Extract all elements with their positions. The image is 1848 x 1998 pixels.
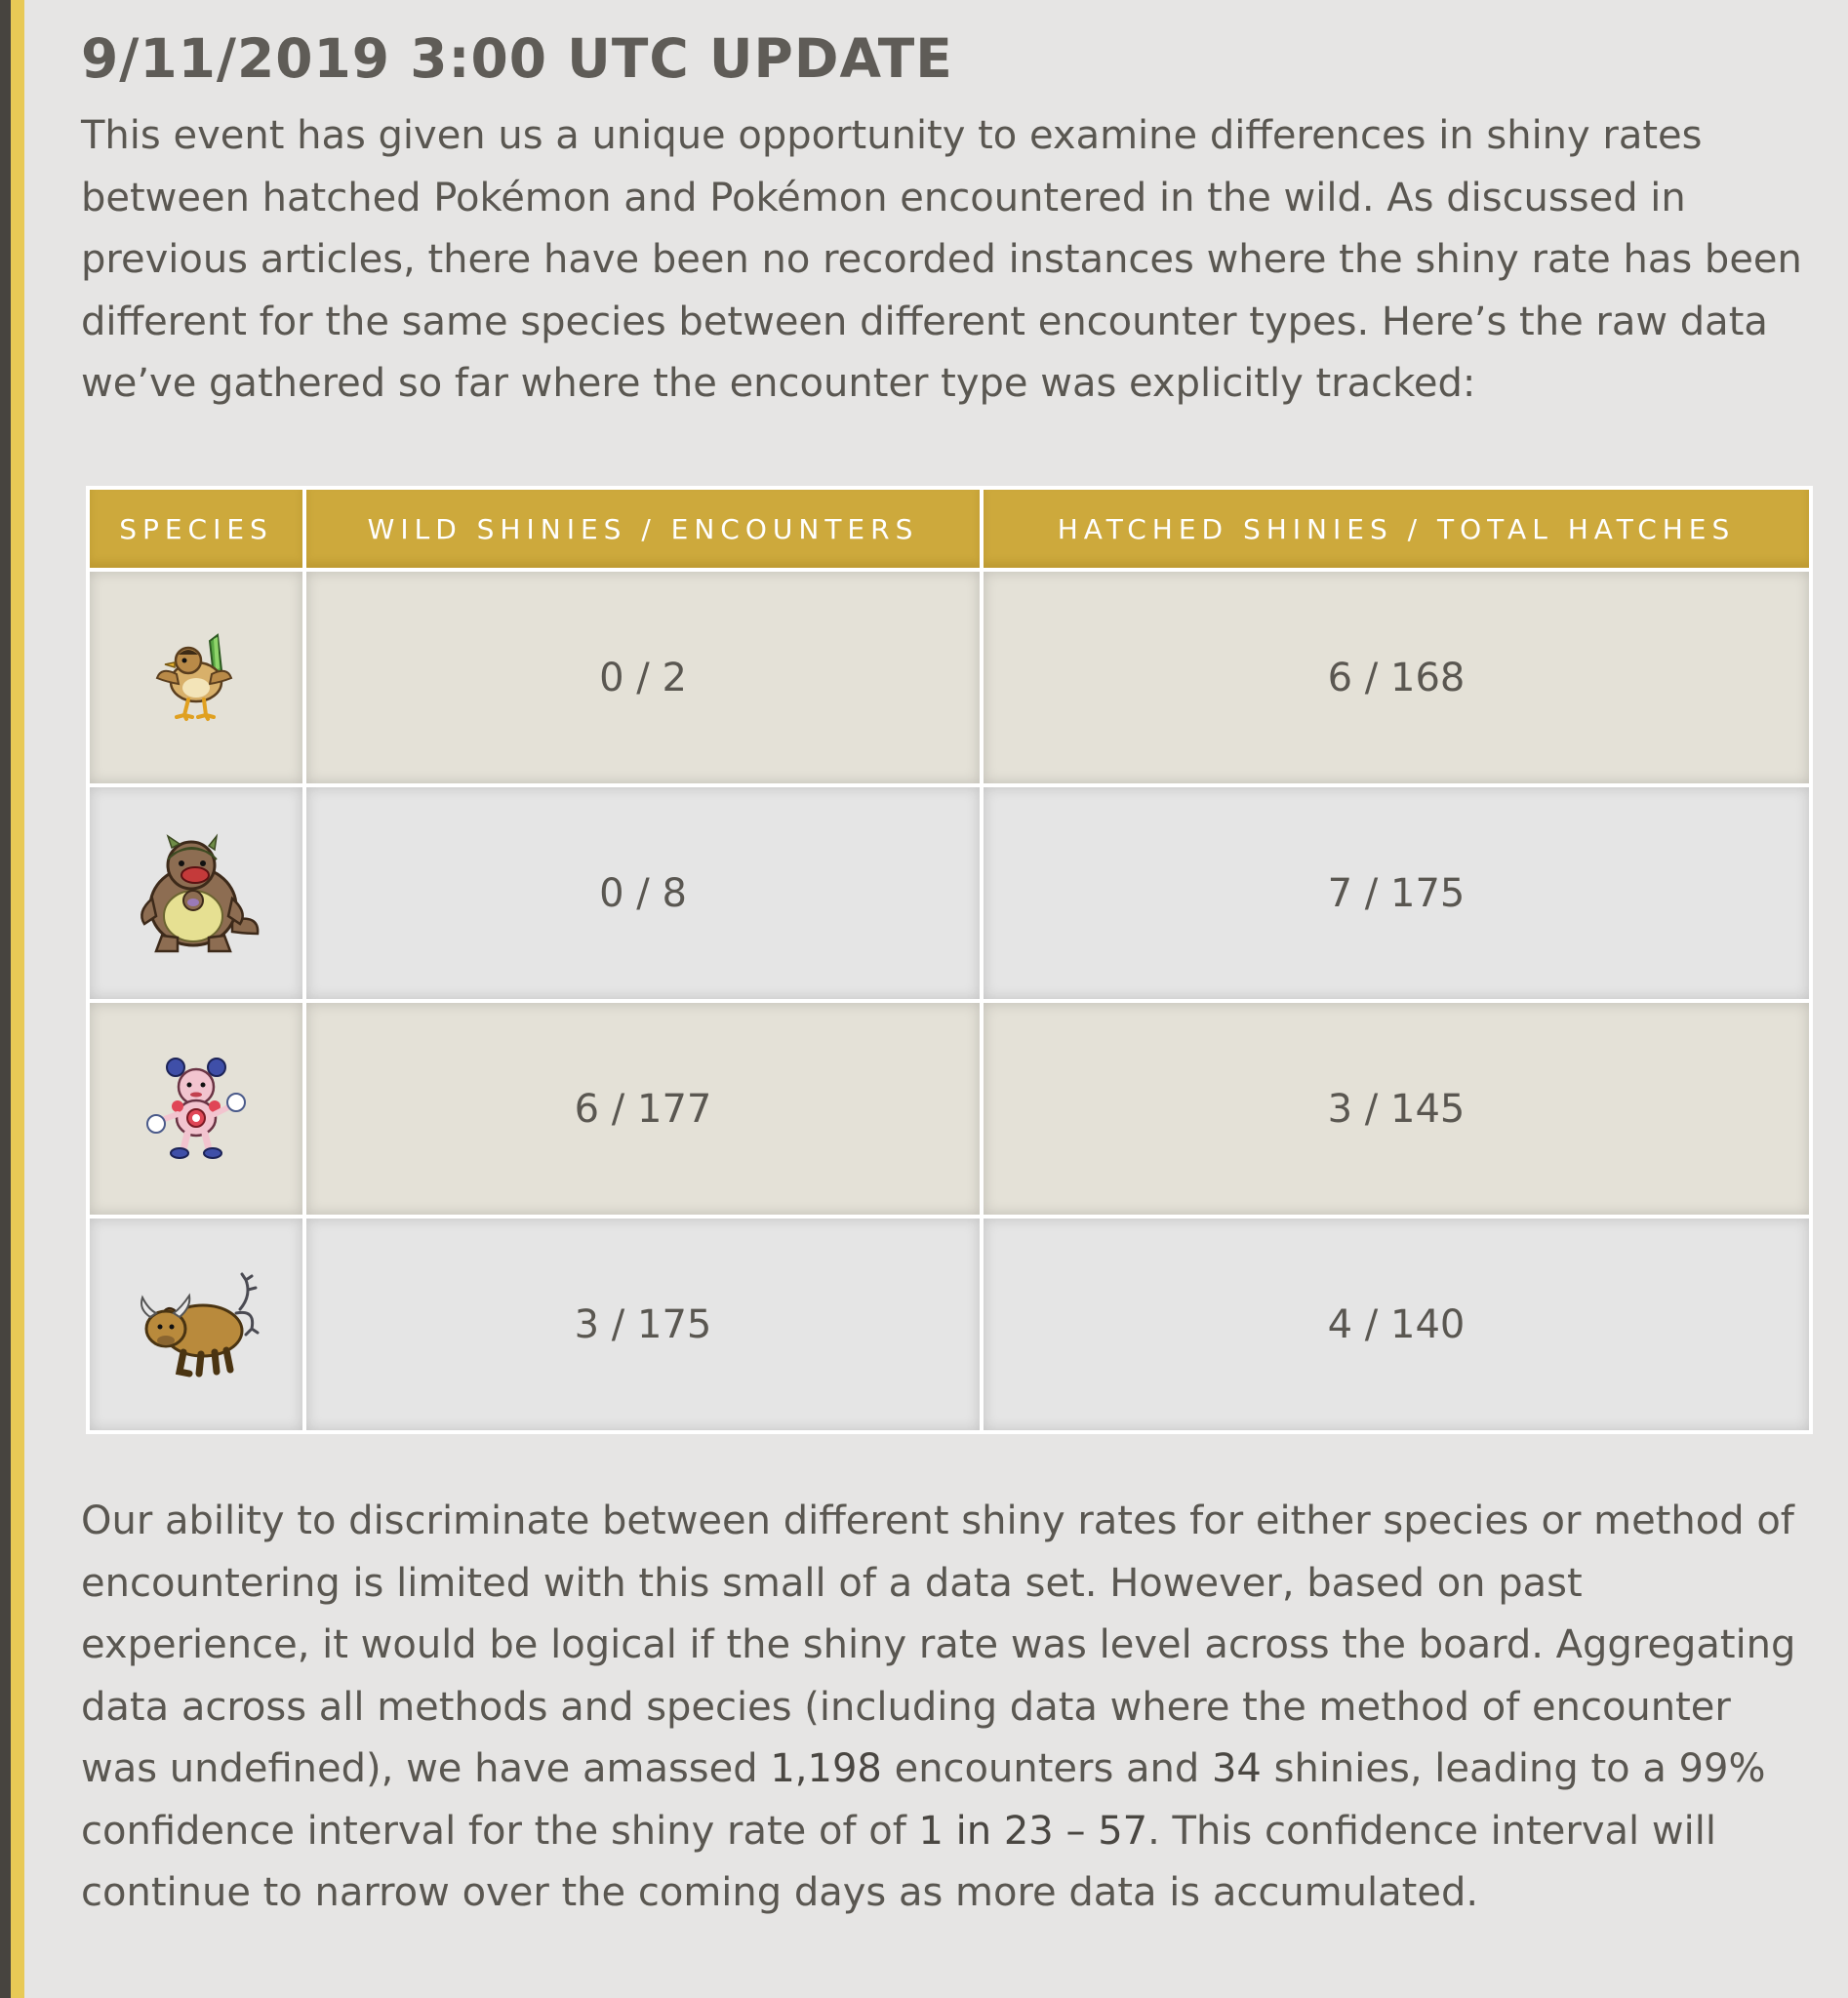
wild-cell: 0 / 2 [306,572,980,783]
table-row [90,572,1809,783]
shiny-data-table [86,486,1813,1434]
header-wild: WILD SHINIES / ENCOUNTERS [306,490,980,568]
wild-cell: 6 / 177 [306,1003,980,1215]
table-row [90,787,1809,999]
left-border-dark [0,0,11,1998]
table-header-row [90,490,1809,568]
table-row [90,1003,1809,1215]
intro-paragraph: This event has given us a unique opportunity to examine differences in shiny rates between hatched Pokémon and Pokémon encountered in the wild. As discussed in previous articles, there have been no recorded instances where the shiny rate has been different for the same species between different encounter types. Here’s the raw data we’ve gathered so far where the encounter type was explicitly tracked: [81,113,1802,406]
hatched-cell: 6 / 168 [984,572,1809,783]
outro-text-3: shinies, leading to a 99% confidence interval for the shiny rate of of [81,1746,1766,1854]
encounters-count: 1,198 [770,1746,882,1791]
wild-cell: 0 / 8 [306,787,980,999]
outro-paragraph [81,1491,1818,1925]
kangaskhan-sprite-icon [123,830,269,957]
outro-text-4: . This confidence interval will continue to narrow over the coming days as more data is accumulated. [81,1808,1716,1915]
farfetchd-sprite-icon [149,631,243,725]
hatched-cell: 4 / 140 [984,1219,1809,1430]
update-title: 9/11/2019 3:00 UTC UPDATE [81,27,953,90]
mr-mime-sprite-icon [142,1056,250,1163]
header-hatched: HATCHED SHINIES / TOTAL HATCHES [984,490,1809,568]
wild-cell: 3 / 175 [306,1219,980,1430]
header-species: SPECIES [90,490,302,568]
species-cell [90,572,302,783]
hatched-cell: 3 / 145 [984,1003,1809,1215]
left-border-gold [11,0,24,1998]
hatched-cell: 7 / 175 [984,787,1809,999]
species-cell [90,1003,302,1215]
species-cell [90,1219,302,1430]
tauros-sprite-icon [133,1266,260,1383]
shinies-count: 34 [1211,1746,1262,1791]
table-row [90,1219,1809,1430]
outro-text-1: Our ability to discriminate between different shiny rates for either species or method of encountering is limited with this small of a data set. However, based on past experience, it would be logical if the shiny rate was level across the board. Aggregating data across all methods and species (including data where the method of encounter was undefined), we have amassed [81,1498,1796,1791]
species-cell [90,787,302,999]
confidence-interval: 1 in 23 – 57 [918,1808,1148,1854]
outro-text-2: encounters and [881,1746,1212,1791]
